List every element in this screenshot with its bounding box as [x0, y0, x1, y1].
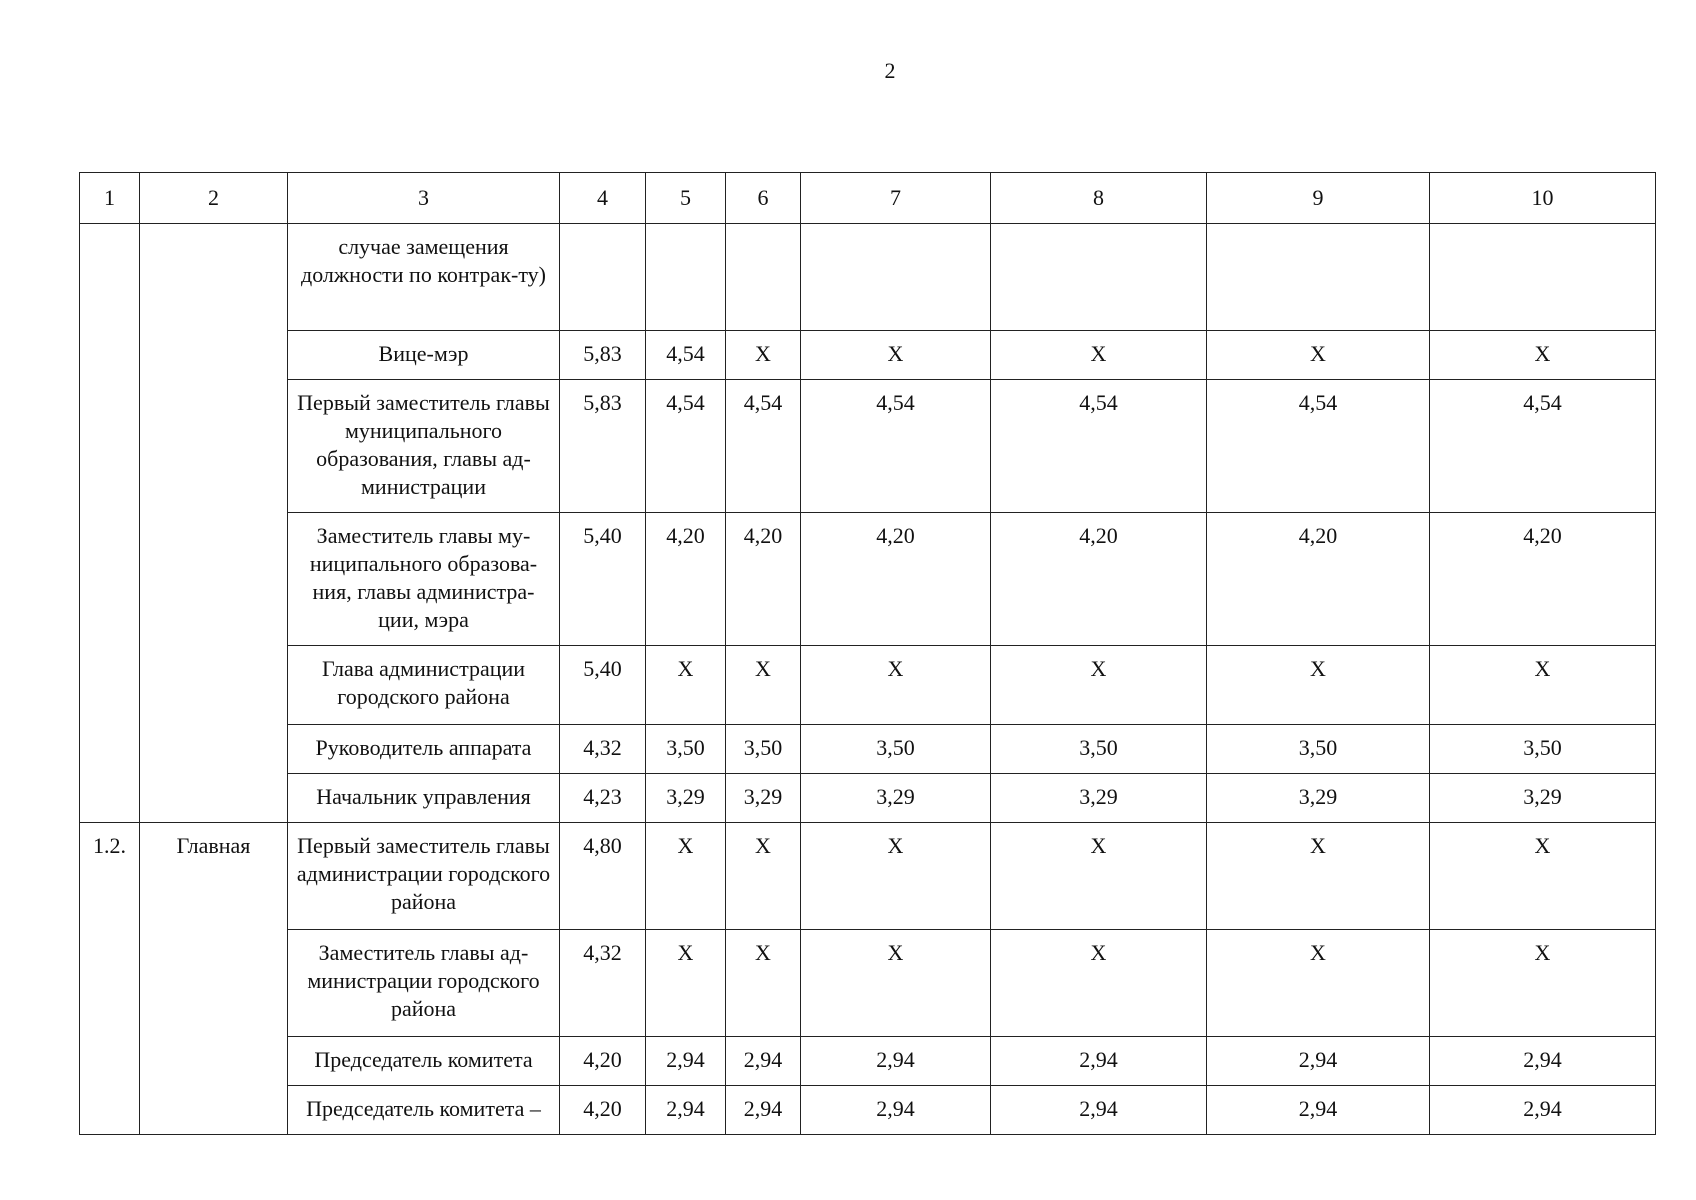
value-cell: Х: [726, 823, 801, 930]
value-cell: 4,54: [801, 380, 991, 513]
value-cell: 4,32: [560, 930, 646, 1037]
value-cell: 4,80: [560, 823, 646, 930]
table-row: [80, 1037, 1656, 1086]
value-cell: 3,50: [646, 725, 726, 774]
value-cell: 2,94: [1207, 1086, 1430, 1135]
value-cell: Х: [991, 930, 1207, 1037]
value-cell: Х: [726, 930, 801, 1037]
table-row: [80, 331, 1656, 380]
header-cell: 9: [1207, 173, 1430, 224]
value-cell: [560, 224, 646, 331]
value-cell: Х: [1430, 930, 1656, 1037]
value-cell: 4,20: [1430, 513, 1656, 646]
position-cell: Заместитель главы му-ниципального образова-ния, главы администра-ции, мэра: [288, 513, 560, 646]
position-cell: Руководитель аппарата: [288, 725, 560, 774]
value-cell: 3,29: [1207, 774, 1430, 823]
value-cell: Х: [1207, 646, 1430, 725]
value-cell: 2,94: [726, 1086, 801, 1135]
value-cell: 4,20: [560, 1037, 646, 1086]
value-cell: 2,94: [1207, 1037, 1430, 1086]
value-cell: [991, 224, 1207, 331]
table-row: [80, 513, 1656, 646]
value-cell: Х: [646, 930, 726, 1037]
value-cell: 3,50: [801, 725, 991, 774]
value-cell: 2,94: [801, 1037, 991, 1086]
value-cell: Х: [1430, 823, 1656, 930]
value-cell: 2,94: [646, 1086, 726, 1135]
value-cell: 4,32: [560, 725, 646, 774]
value-cell: 4,20: [1207, 513, 1430, 646]
value-cell: Х: [646, 823, 726, 930]
position-cell: случае замещения должности по контрак-ту): [288, 224, 560, 331]
section-cell: Главная: [140, 823, 288, 1135]
header-cell: 6: [726, 173, 801, 224]
value-cell: 3,29: [646, 774, 726, 823]
value-cell: 4,54: [646, 380, 726, 513]
section-cell: [140, 224, 288, 823]
value-cell: 3,29: [726, 774, 801, 823]
value-cell: 4,20: [646, 513, 726, 646]
page-number: 2: [884, 58, 896, 83]
table-header-row: [80, 173, 1656, 224]
value-cell: Х: [801, 331, 991, 380]
value-cell: Х: [801, 823, 991, 930]
value-cell: 3,50: [1207, 725, 1430, 774]
value-cell: Х: [1207, 331, 1430, 380]
value-cell: 2,94: [1430, 1086, 1656, 1135]
position-cell: Начальник управления: [288, 774, 560, 823]
value-cell: [1207, 224, 1430, 331]
header-cell: 1: [80, 173, 140, 224]
table-row: [80, 930, 1656, 1037]
header-cell: 10: [1430, 173, 1656, 224]
value-cell: 5,83: [560, 331, 646, 380]
table-row: [80, 380, 1656, 513]
value-cell: 2,94: [991, 1037, 1207, 1086]
value-cell: Х: [991, 646, 1207, 725]
value-cell: 4,23: [560, 774, 646, 823]
position-cell: Первый заместитель главы администрации городского района: [288, 823, 560, 930]
allowance-table: [79, 172, 1656, 1135]
table-row: [80, 1086, 1656, 1135]
value-cell: 2,94: [801, 1086, 991, 1135]
table-row: [80, 224, 1656, 331]
value-cell: Х: [1430, 646, 1656, 725]
header-cell: 5: [646, 173, 726, 224]
value-cell: Х: [991, 823, 1207, 930]
value-cell: 4,54: [1207, 380, 1430, 513]
header-cell: 4: [560, 173, 646, 224]
value-cell: Х: [801, 930, 991, 1037]
value-cell: [646, 224, 726, 331]
value-cell: Х: [726, 331, 801, 380]
value-cell: Х: [1207, 823, 1430, 930]
value-cell: 4,54: [726, 380, 801, 513]
header-cell: 2: [140, 173, 288, 224]
value-cell: 2,94: [646, 1037, 726, 1086]
value-cell: [801, 224, 991, 331]
value-cell: [1430, 224, 1656, 331]
value-cell: 4,54: [1430, 380, 1656, 513]
table-row: [80, 725, 1656, 774]
value-cell: 4,20: [726, 513, 801, 646]
value-cell: Х: [646, 646, 726, 725]
header-cell: 7: [801, 173, 991, 224]
value-cell: Х: [991, 331, 1207, 380]
value-cell: 5,40: [560, 513, 646, 646]
value-cell: Х: [1207, 930, 1430, 1037]
value-cell: [726, 224, 801, 331]
value-cell: 4,20: [991, 513, 1207, 646]
value-cell: 2,94: [1430, 1037, 1656, 1086]
value-cell: 3,29: [801, 774, 991, 823]
value-cell: 4,20: [560, 1086, 646, 1135]
value-cell: 3,50: [726, 725, 801, 774]
position-cell: Первый заместитель главы муниципального образования, главы ад-министрации: [288, 380, 560, 513]
value-cell: 3,29: [1430, 774, 1656, 823]
value-cell: 4,20: [801, 513, 991, 646]
position-cell: Глава администрации городского района: [288, 646, 560, 725]
value-cell: 3,29: [991, 774, 1207, 823]
table-row: [80, 774, 1656, 823]
value-cell: 5,40: [560, 646, 646, 725]
position-cell: Вице-мэр: [288, 331, 560, 380]
value-cell: Х: [1430, 331, 1656, 380]
header-cell: 8: [991, 173, 1207, 224]
value-cell: 2,94: [726, 1037, 801, 1086]
header-cell: 3: [288, 173, 560, 224]
row-number-cell: 1.2.: [80, 823, 140, 1135]
value-cell: 3,50: [991, 725, 1207, 774]
value-cell: 4,54: [991, 380, 1207, 513]
value-cell: Х: [726, 646, 801, 725]
value-cell: 5,83: [560, 380, 646, 513]
position-cell: Председатель комитета –: [288, 1086, 560, 1135]
value-cell: 3,50: [1430, 725, 1656, 774]
value-cell: 2,94: [991, 1086, 1207, 1135]
position-cell: Председатель комитета: [288, 1037, 560, 1086]
value-cell: Х: [801, 646, 991, 725]
row-number-cell: [80, 224, 140, 823]
table-row: [80, 823, 1656, 930]
position-cell: Заместитель главы ад-министрации городского района: [288, 930, 560, 1037]
value-cell: 4,54: [646, 331, 726, 380]
table-row: [80, 646, 1656, 725]
